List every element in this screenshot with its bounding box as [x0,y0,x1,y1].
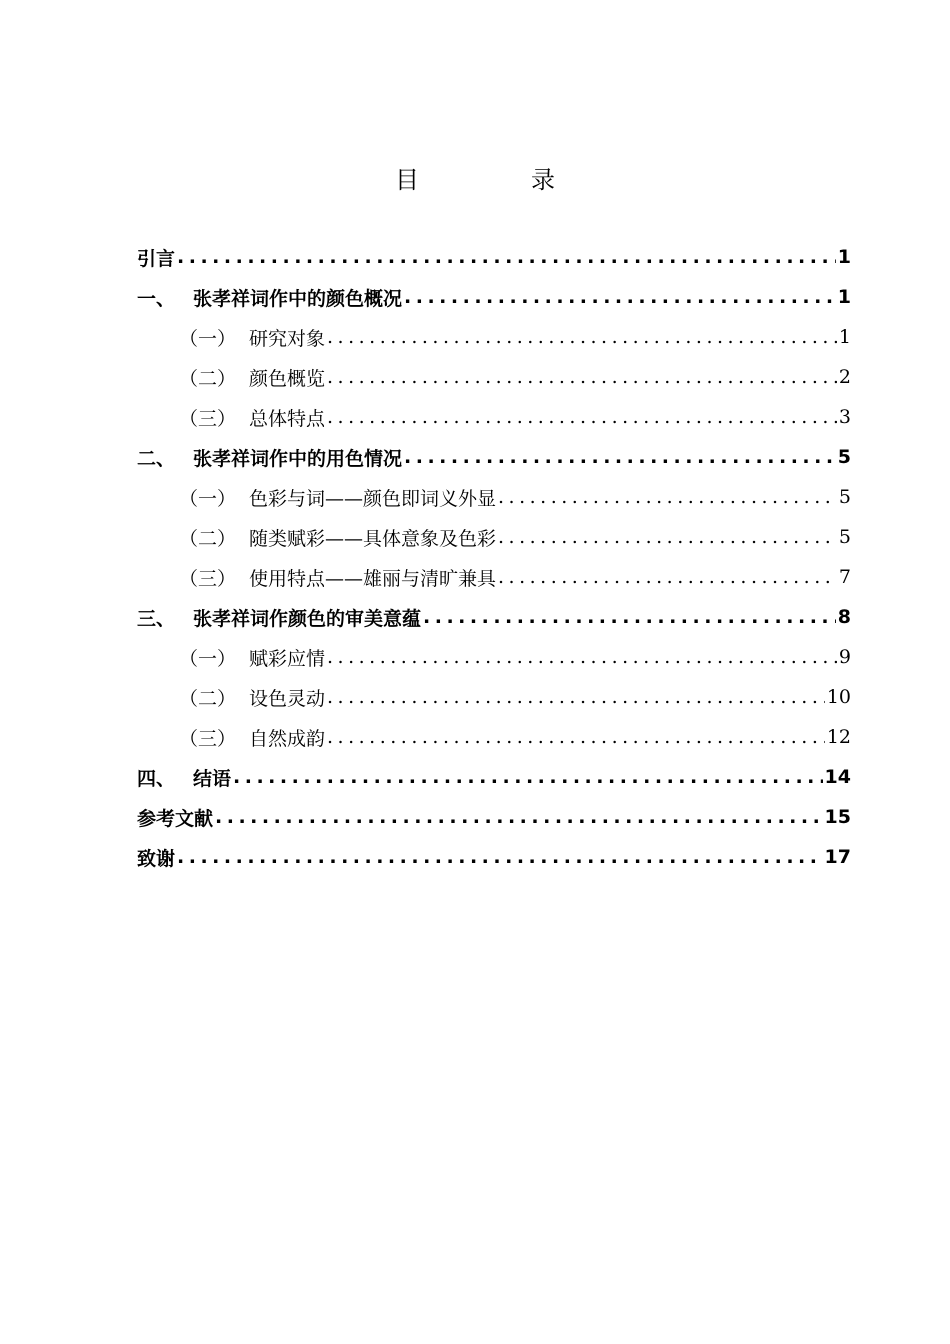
toc-entry-section-1-3[interactable] [137,397,851,437]
dot-leader [404,446,836,468]
table-of-contents [137,237,851,877]
toc-page-number: 1 [837,286,851,308]
toc-entry-chapter-2[interactable] [137,437,851,477]
toc-page-number: 5 [838,486,851,508]
toc-page-number: 9 [838,646,851,668]
toc-entry-number: 二、 [137,447,176,470]
toc-entry-text: 张孝祥词作中的颜色概况 [193,287,403,310]
toc-entry-text: 随类赋彩——具体意象及色彩 [249,527,497,550]
toc-entry-number: （三） [179,727,237,750]
toc-entry-text: 使用特点——雄丽与清旷兼具 [249,567,497,590]
dot-leader [423,606,836,628]
dot-leader [327,326,837,348]
toc-entry-number: 三、 [137,607,176,630]
toc-entry-text: 引言 [137,247,176,270]
dot-leader [498,486,837,508]
dot-leader [327,646,837,668]
toc-page-number: 8 [837,606,851,628]
toc-entry-references[interactable] [137,797,851,837]
toc-entry-number: 一、 [137,287,176,310]
dot-leader [177,846,823,868]
toc-entry-number: （一） [179,327,237,350]
toc-entry-text: 参考文献 [137,807,214,830]
toc-entry-acknowledgements[interactable] [137,837,851,877]
toc-entry-text: 张孝祥词作颜色的审美意蕴 [193,607,422,630]
toc-entry-chapter-1[interactable] [137,277,851,317]
toc-page-number: 3 [838,406,851,428]
toc-page-number: 5 [837,446,851,468]
dot-leader [177,246,836,268]
toc-entry-section-1-1[interactable] [137,317,851,357]
toc-entry-text: 色彩与词——颜色即词义外显 [249,487,497,510]
toc-entry-section-3-3[interactable] [137,717,851,757]
toc-entry-number: （二） [179,527,237,550]
toc-page-number: 1 [838,326,851,348]
toc-entry-text: 自然成韵 [249,727,326,750]
toc-entry-number: （一） [179,647,237,670]
toc-entry-text: 设色灵动 [249,687,326,710]
toc-page-number: 7 [838,566,851,588]
toc-page-number: 12 [826,726,851,748]
toc-entry-text: 总体特点 [249,407,326,430]
toc-page-number: 14 [824,766,851,788]
toc-page-number: 10 [826,686,851,708]
toc-entry-chapter-3[interactable] [137,597,851,637]
toc-entry-number: （一） [179,487,237,510]
dot-leader [327,406,837,428]
toc-page-number: 1 [837,246,851,268]
toc-entry-number: （三） [179,407,237,430]
toc-entry-section-2-2[interactable] [137,517,851,557]
dot-leader [215,806,823,828]
toc-entry-text: 致谢 [137,847,176,870]
toc-entry-text: 赋彩应情 [249,647,326,670]
dot-leader [498,566,837,588]
toc-entry-chapter-4[interactable] [137,757,851,797]
toc-entry-section-2-1[interactable] [137,477,851,517]
toc-entry-number: （二） [179,687,237,710]
toc-entry-number: （二） [179,367,237,390]
toc-entry-number: 四、 [137,767,176,790]
toc-page-number: 2 [838,366,851,388]
dot-leader [327,726,825,748]
toc-entry-number: （三） [179,567,237,590]
dot-leader [233,766,823,788]
toc-entry-section-3-2[interactable] [137,677,851,717]
toc-title: 目 录 [395,166,599,194]
toc-entry-text: 张孝祥词作中的用色情况 [193,447,403,470]
toc-entry-text: 研究对象 [249,327,326,350]
toc-page-number: 5 [838,526,851,548]
toc-page-number: 17 [824,846,851,868]
dot-leader [498,526,837,548]
dot-leader [327,686,825,708]
toc-page-number: 15 [824,806,851,828]
toc-entry-section-3-1[interactable] [137,637,851,677]
toc-entry-section-2-3[interactable] [137,557,851,597]
toc-entry-text: 颜色概览 [249,367,326,390]
toc-entry-introduction[interactable] [137,237,851,277]
dot-leader [327,366,837,388]
dot-leader [404,286,836,308]
toc-entry-text: 结语 [193,767,232,790]
toc-entry-section-1-2[interactable] [137,357,851,397]
